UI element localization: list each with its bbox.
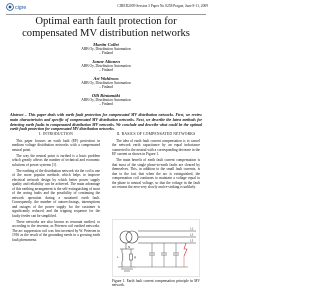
paragraph: These networks are also known as resonant earthed, or according to the inventor, as Petersen coil earthed networks. The arc suppression coil was first invented by W. Petersen in 1916 as the result of the grounding needs in a growing earth fault phenomena. [12,219,100,242]
paragraph: The main benefit of earth fault current compensation is that most of the single phase-to-earth faults are cleared by themselves. This, in addition to the small fault currents, is due to the fact that when the arc is extinguished, the compensation coil continues to maintain a voltage equal to the phase to neutral voltage, so that the voltage in the fault arc returns the zero very slowly and re-striking is unlikely. [112,158,200,189]
author-block [0,42,212,110]
author-affiliation: ABB Oy, Distribution Automation [81,47,131,51]
author-name: Martin Collet [93,42,119,47]
logo-text: cigre [15,5,27,11]
phase-label: L3 [190,238,194,243]
author-entry [0,93,212,110]
right-column [112,132,200,191]
author-entry [0,59,212,76]
coil-label: L [117,255,119,259]
author-entry [0,76,212,93]
paragraph: The way the neutral point is earthed is a basic problem which greatly affects the number of technical and economic solutions of power systems [1]. [12,153,100,167]
resistor-label: R [134,255,137,260]
phase-label: L2 [190,232,194,237]
figure-1-circuit-diagram [112,219,200,277]
header-divider [6,14,206,15]
paragraph: This paper focuses on earth fault (EF) protection in medium voltage distribution networks with a compensated neutral point. [12,138,100,152]
author-affiliation: ABB Oy, Distribution Automation [81,98,131,102]
paper-title: Optimal earth fault protection for compensated MV distribution networks [22,16,190,39]
conference-line: CIRED2009 Session 3 Paper No 0258 Prague, June 8-11, 2009 [117,4,208,8]
page-header [6,2,208,14]
section-heading-basics: II. BASICS OF COMPENSATED NETWORKS [116,132,196,136]
left-column [12,132,100,244]
abstract: Abstract – This paper deals with earth fault protection for compensated MV distribution networks. First, we review main characteristics and specific of compensated MV distribution networks. Next, we describe the latest methods for detecting earth faults in compensated distribution MV networks. We conclude and describe what could be the optimal earth fault protection for compensated MV distribution networks. [10,113,202,132]
paragraph: The earthing of the distribution network via the coil is one of the more popular methods which helps to improve electrical network design by which better power supply quality and reliability can be achieved. The main advantage of this earthing arrangement is the self-extinguishing of most of the arcing faults and the possibility of continuing the network operation during a sustained earth fault. Consequently, the number of autoreclosings, interruptions and outages of the power supply for the customer is significantly reduced, and the tripping sequence for the faulty feeder can be simplified. [12,168,100,218]
author-country: – Finland [99,51,113,56]
author-entry [0,42,212,59]
author-name: Ari Wahlroos [93,76,119,81]
author-affiliation: ABB Oy, Distribution Automation [81,81,131,85]
author-name: Olli Rintamäki [91,93,121,98]
phase-label: L1 [190,226,194,231]
figure-caption: Figure 1. Earth fault current compensation principle in MV network. [112,279,200,288]
author-country: – Finland [99,68,113,73]
author-country: – Finland [99,85,113,90]
paragraph: The idea of earth fault current compensation is to cancel the network earth capacitance by an equal inductance connected to the neutral with a corresponding decrease in the EF current as shown in Figure 1. [112,138,200,156]
author-name: Janne Altonen [92,59,120,64]
cigre-logo-icon [6,2,30,12]
figure-frame [113,220,200,277]
section-heading-introduction: I. INTRODUCTION [39,132,73,136]
neutral-label: N [128,245,131,249]
author-country: – Finland [99,102,113,107]
author-affiliation: ABB Oy, Distribution Automation [81,64,131,68]
